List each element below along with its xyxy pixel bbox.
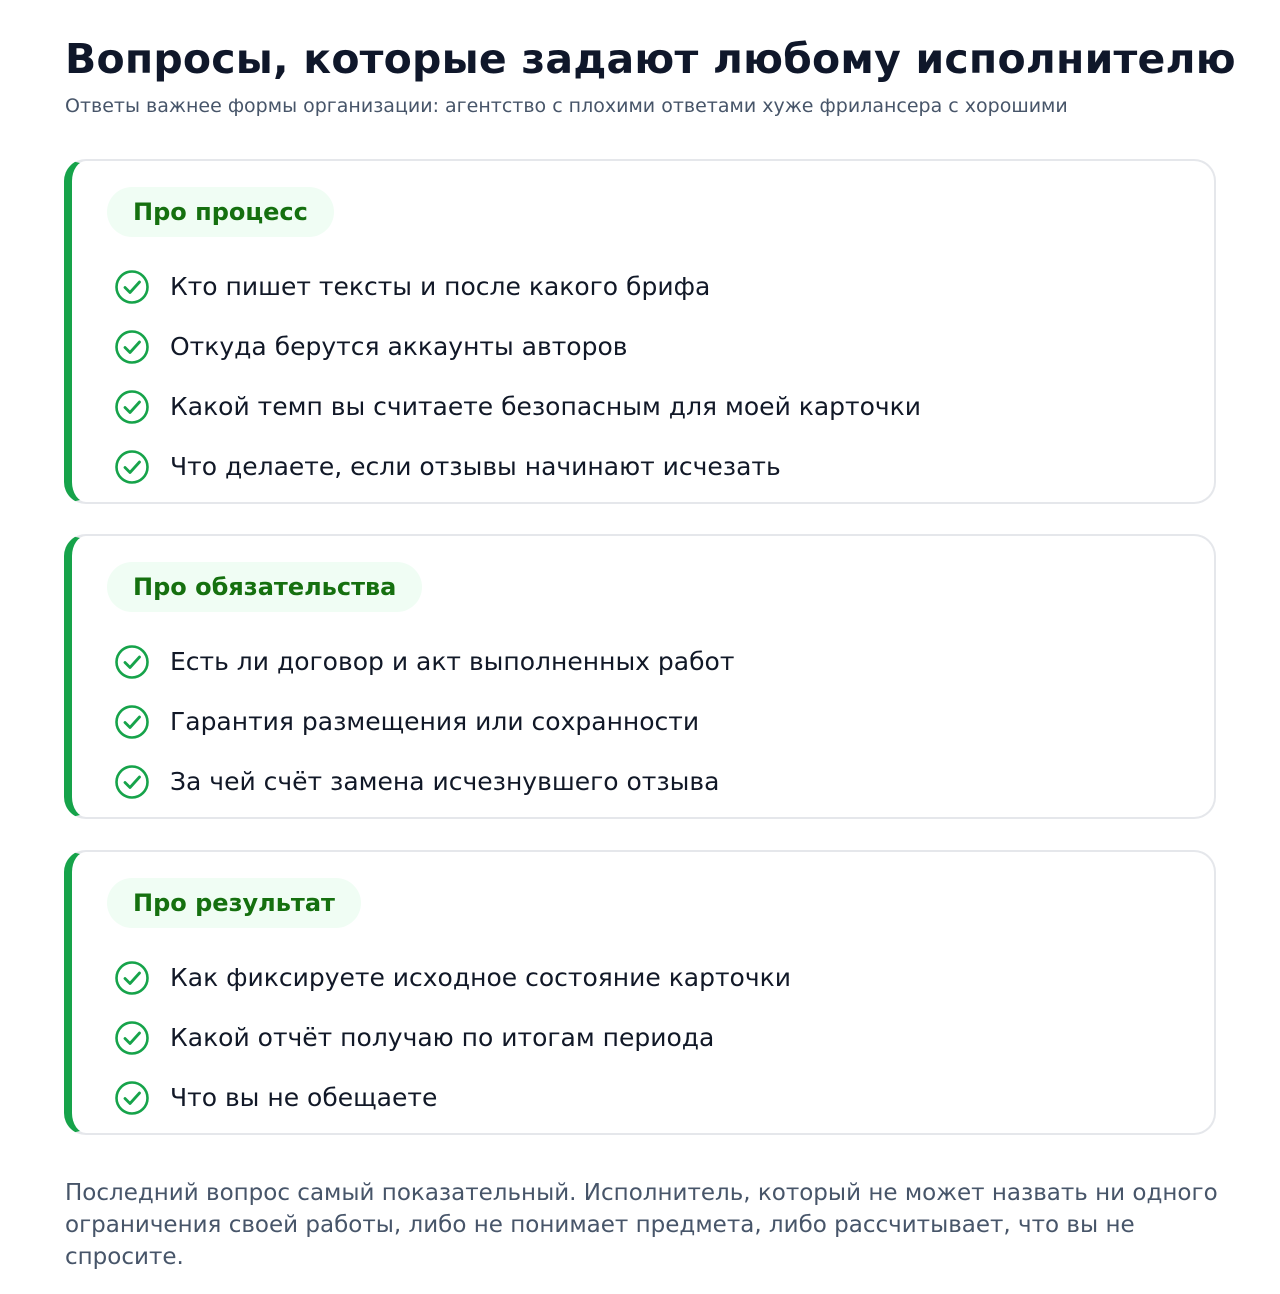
list-item xyxy=(114,437,921,497)
item-text: Что вы не обещаете xyxy=(170,1083,438,1112)
list-item xyxy=(114,317,921,377)
list-item xyxy=(114,752,734,812)
check-circle-icon xyxy=(114,329,150,365)
footnote: Последний вопрос самый показательный. Исполнитель, который не может назвать ни одного ограничения своей работы, либо не понимает предмета, либо рассчитывает, что вы не спросите. xyxy=(65,1180,1218,1270)
item-text: Какой отчёт получаю по итогам периода xyxy=(170,1023,715,1052)
item-text: Есть ли договор и акт выполненных работ xyxy=(170,647,735,676)
section-card-obligations xyxy=(64,534,1216,819)
check-circle-icon xyxy=(114,269,150,305)
page-subtitle: Ответы важнее формы организации: агентство с плохими ответами хуже фрилансера с хорошими xyxy=(65,95,1068,117)
question-list xyxy=(114,632,734,812)
section-card-result xyxy=(64,850,1216,1135)
item-text: Как фиксируете исходное состояние карточки xyxy=(170,963,791,992)
question-list xyxy=(114,948,791,1128)
check-circle-icon xyxy=(114,1080,150,1116)
section-label: Про обязательства xyxy=(107,562,422,612)
item-text: Какой темп вы считаете безопасным для моей карточки xyxy=(170,392,922,421)
section-label: Про процесс xyxy=(107,187,334,237)
section-label: Про результат xyxy=(107,878,361,928)
item-text: Что делаете, если отзывы начинают исчезать xyxy=(170,452,781,481)
list-item xyxy=(114,257,921,317)
check-circle-icon xyxy=(114,644,150,680)
list-item xyxy=(114,377,921,437)
check-circle-icon xyxy=(114,389,150,425)
list-item xyxy=(114,1008,791,1068)
list-item xyxy=(114,632,734,692)
item-text: Откуда берутся аккаунты авторов xyxy=(170,332,628,361)
question-list xyxy=(114,257,921,497)
check-circle-icon xyxy=(114,1020,150,1056)
item-text: Гарантия размещения или сохранности xyxy=(170,707,700,736)
list-item xyxy=(114,692,734,752)
item-text: За чей счёт замена исчезнувшего отзыва xyxy=(170,767,720,796)
section-card-process xyxy=(64,159,1216,504)
list-item xyxy=(114,948,791,1008)
page-title: Вопросы, которые задают любому исполнителю xyxy=(65,35,1236,83)
check-circle-icon xyxy=(114,764,150,800)
check-circle-icon xyxy=(114,449,150,485)
list-item xyxy=(114,1068,791,1128)
item-text: Кто пишет тексты и после какого брифа xyxy=(170,272,711,301)
check-circle-icon xyxy=(114,960,150,996)
check-circle-icon xyxy=(114,704,150,740)
